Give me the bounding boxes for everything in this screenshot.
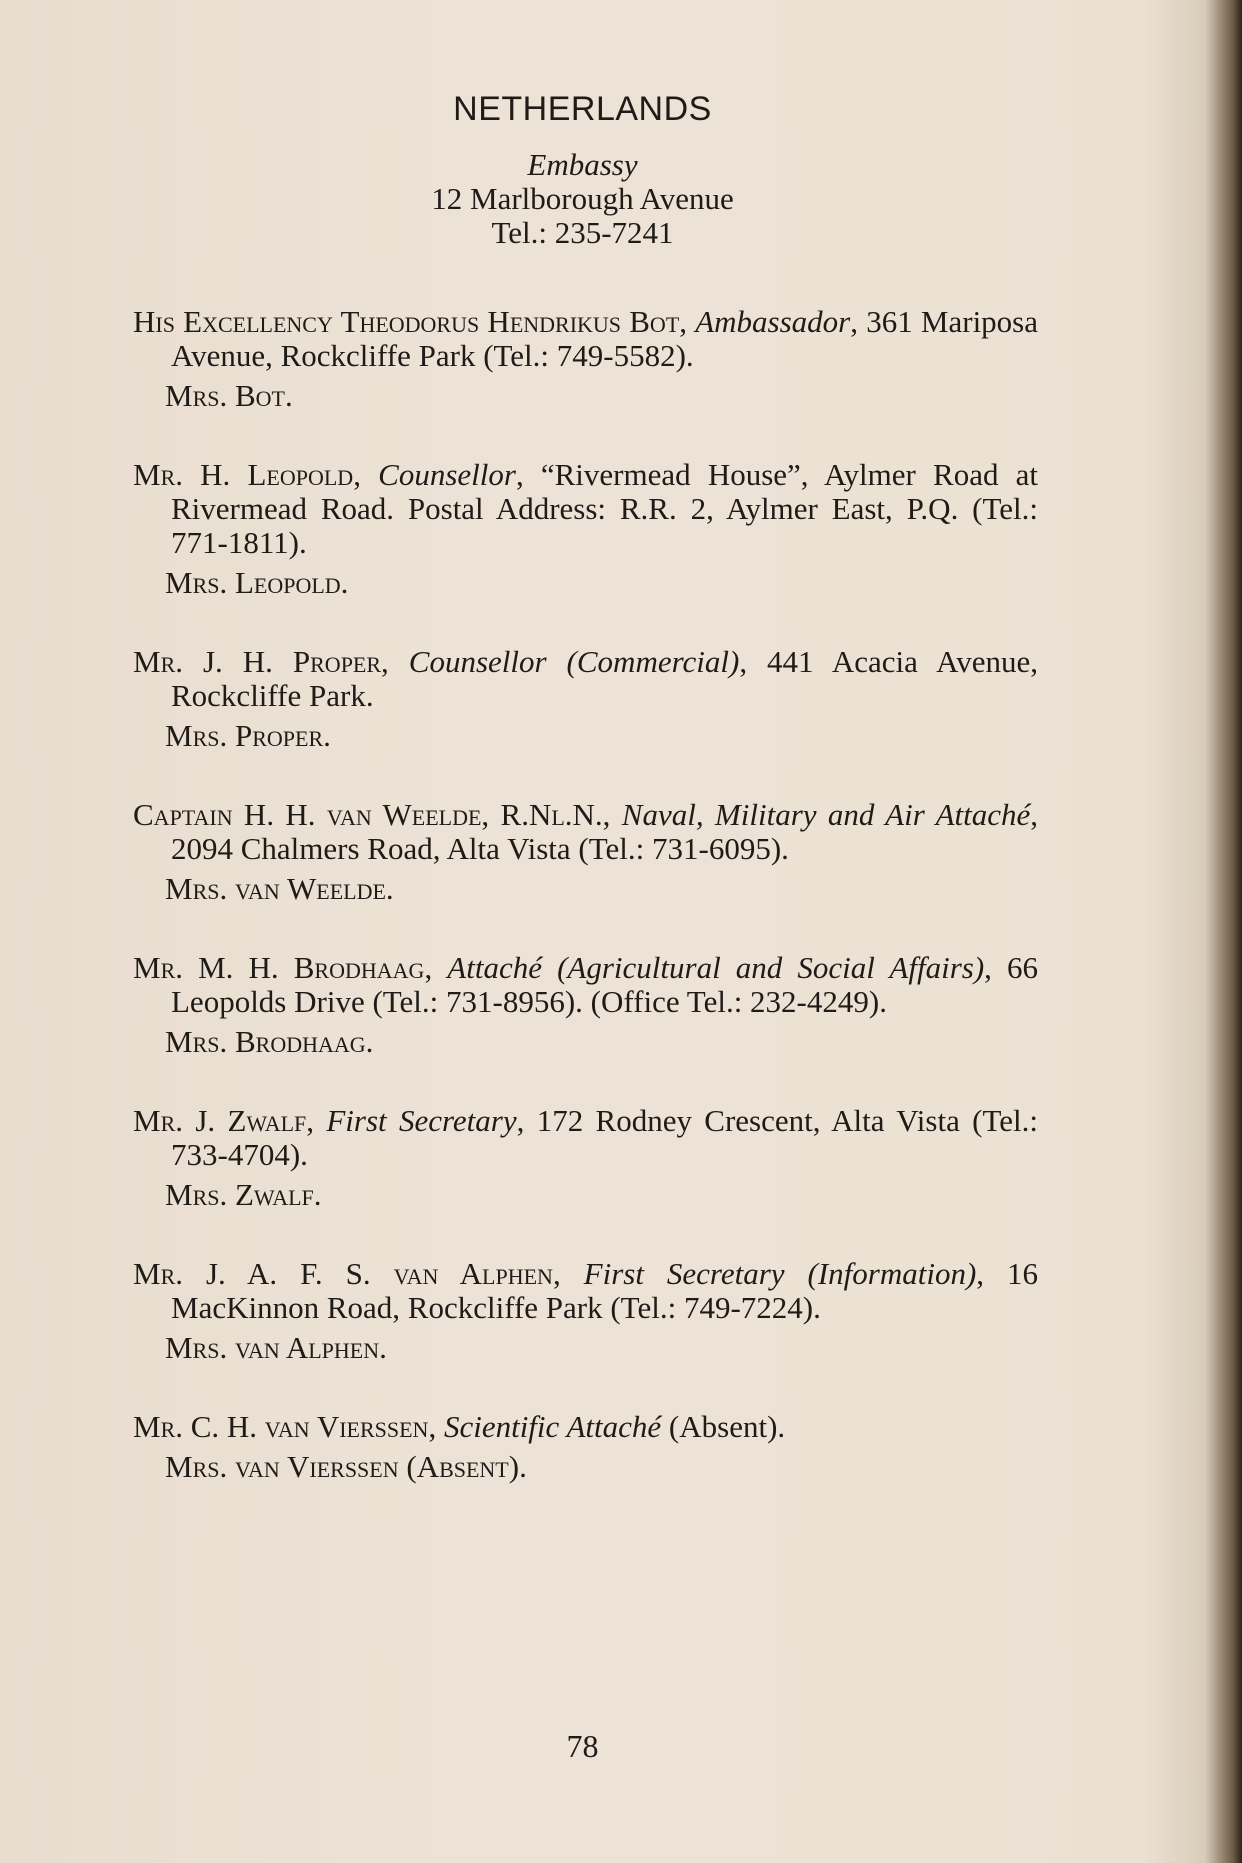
- staff-spouse: Mrs. Proper.: [165, 718, 331, 753]
- staff-details: 441 Acacia Avenue, Rockcliffe Park.: [171, 644, 1038, 713]
- staff-spouse: Mrs. Leopold.: [165, 565, 349, 600]
- staff-details: “Rivermead House”, Aylmer Road at Rivermead Road. Postal Address: R.R. 2, Aylmer East, P.Q. (Tel.: 771-1811).: [171, 457, 1039, 560]
- staff-entry: His Excellency Theodorus Hendrikus Bot, Ambassador, 361 Mariposa Avenue, Rockcliffe Park (Tel.: 749-5582). Mrs. Bot.: [133, 304, 1039, 413]
- staff-title: Counsellor (Commercial): [408, 644, 740, 679]
- staff-title: Attaché (Agricultural and Social Affairs): [447, 950, 985, 985]
- staff-title: First Secretary: [326, 1103, 517, 1138]
- staff-spouse: Mrs. Bot.: [165, 378, 293, 413]
- staff-entry: Mr. C. H. van Vierssen, Scientific Attaché (Absent). Mrs. van Vierssen (Absent).: [133, 1410, 1038, 1484]
- staff-title: Scientific Attaché: [443, 1409, 662, 1444]
- staff-details: 361 Mariposa Avenue, Rockcliffe Park (Tel.: 749-5582).: [171, 304, 1039, 373]
- staff-entry: Mr. J. H. Proper, Counsellor (Commercial), 441 Acacia Avenue, Rockcliffe Park. Mrs. Proper.: [133, 644, 1038, 753]
- staff-name: Mr. M. H. Brodhaag: [133, 950, 425, 985]
- staff-list: [133, 305, 1038, 1529]
- mission-type: Embassy: [527, 147, 638, 182]
- staff-details: 172 Rodney Crescent, Alta Vista (Tel.: 733-4704).: [171, 1103, 1038, 1172]
- staff-name: Mr. J. H. Proper: [133, 644, 382, 679]
- staff-name: Mr. C. H. van Vierssen: [133, 1409, 429, 1444]
- staff-spouse: Mrs. van Weelde.: [165, 871, 394, 906]
- staff-name: Mr. J. Zwalf: [133, 1103, 307, 1138]
- staff-title: Naval, Military and Air Attaché: [621, 797, 1031, 832]
- staff-name: His Excellency Theodorus Hendrikus Bot: [133, 304, 680, 339]
- mission-address: 12 Marlborough Avenue: [431, 181, 734, 216]
- mission-telephone: Tel.: 235-7241: [491, 215, 674, 250]
- staff-spouse: Mrs. van Alphen.: [165, 1330, 387, 1365]
- staff-details: 2094 Chalmers Road, Alta Vista (Tel.: 731-6095).: [171, 831, 789, 866]
- staff-name: Mr. J. A. F. S. van Alphen: [133, 1256, 553, 1291]
- staff-spouse: Mrs. Brodhaag.: [165, 1024, 374, 1059]
- mission-header: [0, 148, 1165, 250]
- staff-name: Captain H. H. van Weelde, R.Nl.N.: [133, 797, 603, 832]
- page-number: 78: [566, 1728, 599, 1764]
- staff-details: 66 Leopolds Drive (Tel.: 731-8956). (Office Tel.: 232-4249).: [171, 950, 1039, 1019]
- staff-entry: Mr. H. Leopold, Counsellor, “Rivermead House”, Aylmer Road at Rivermead Road. Postal Address: R.R. 2, Aylmer East, P.Q. (Tel.: 771-1811). Mrs. Leopold.: [133, 457, 1039, 600]
- staff-spouse: Mrs. van Vierssen (Absent).: [165, 1449, 527, 1484]
- staff-title: First Secretary (Information): [583, 1256, 977, 1291]
- staff-details: (Absent).: [668, 1409, 786, 1444]
- staff-entry: Mr. M. H. Brodhaag, Attaché (Agricultural and Social Affairs), 66 Leopolds Drive (Tel.: 731-8956). (Office Tel.: 232-4249). Mrs. Brodhaag.: [133, 950, 1039, 1059]
- staff-name: Mr. H. Leopold: [133, 457, 354, 492]
- staff-entry: Mr. J. A. F. S. van Alphen, First Secretary (Information), 16 MacKinnon Road, Rockcliffe Park (Tel.: 749-7224). Mrs. van Alphen.: [133, 1256, 1038, 1365]
- staff-spouse: Mrs. Zwalf.: [165, 1177, 322, 1212]
- staff-title: Ambassador: [695, 304, 851, 339]
- staff-details: 16 MacKinnon Road, Rockcliffe Park (Tel.: 749-7224).: [171, 1256, 1038, 1325]
- staff-entry: Mr. J. Zwalf, First Secretary, 172 Rodney Crescent, Alta Vista (Tel.: 733-4704). Mrs. Zwalf.: [133, 1103, 1038, 1212]
- country-heading: NETHERLANDS: [453, 90, 712, 128]
- staff-title: Counsellor: [378, 457, 516, 492]
- staff-entry: Captain H. H. van Weelde, R.Nl.N., Naval, Military and Air Attaché, 2094 Chalmers Road, Alta Vista (Tel.: 731-6095). Mrs. van Weelde.: [133, 797, 1039, 906]
